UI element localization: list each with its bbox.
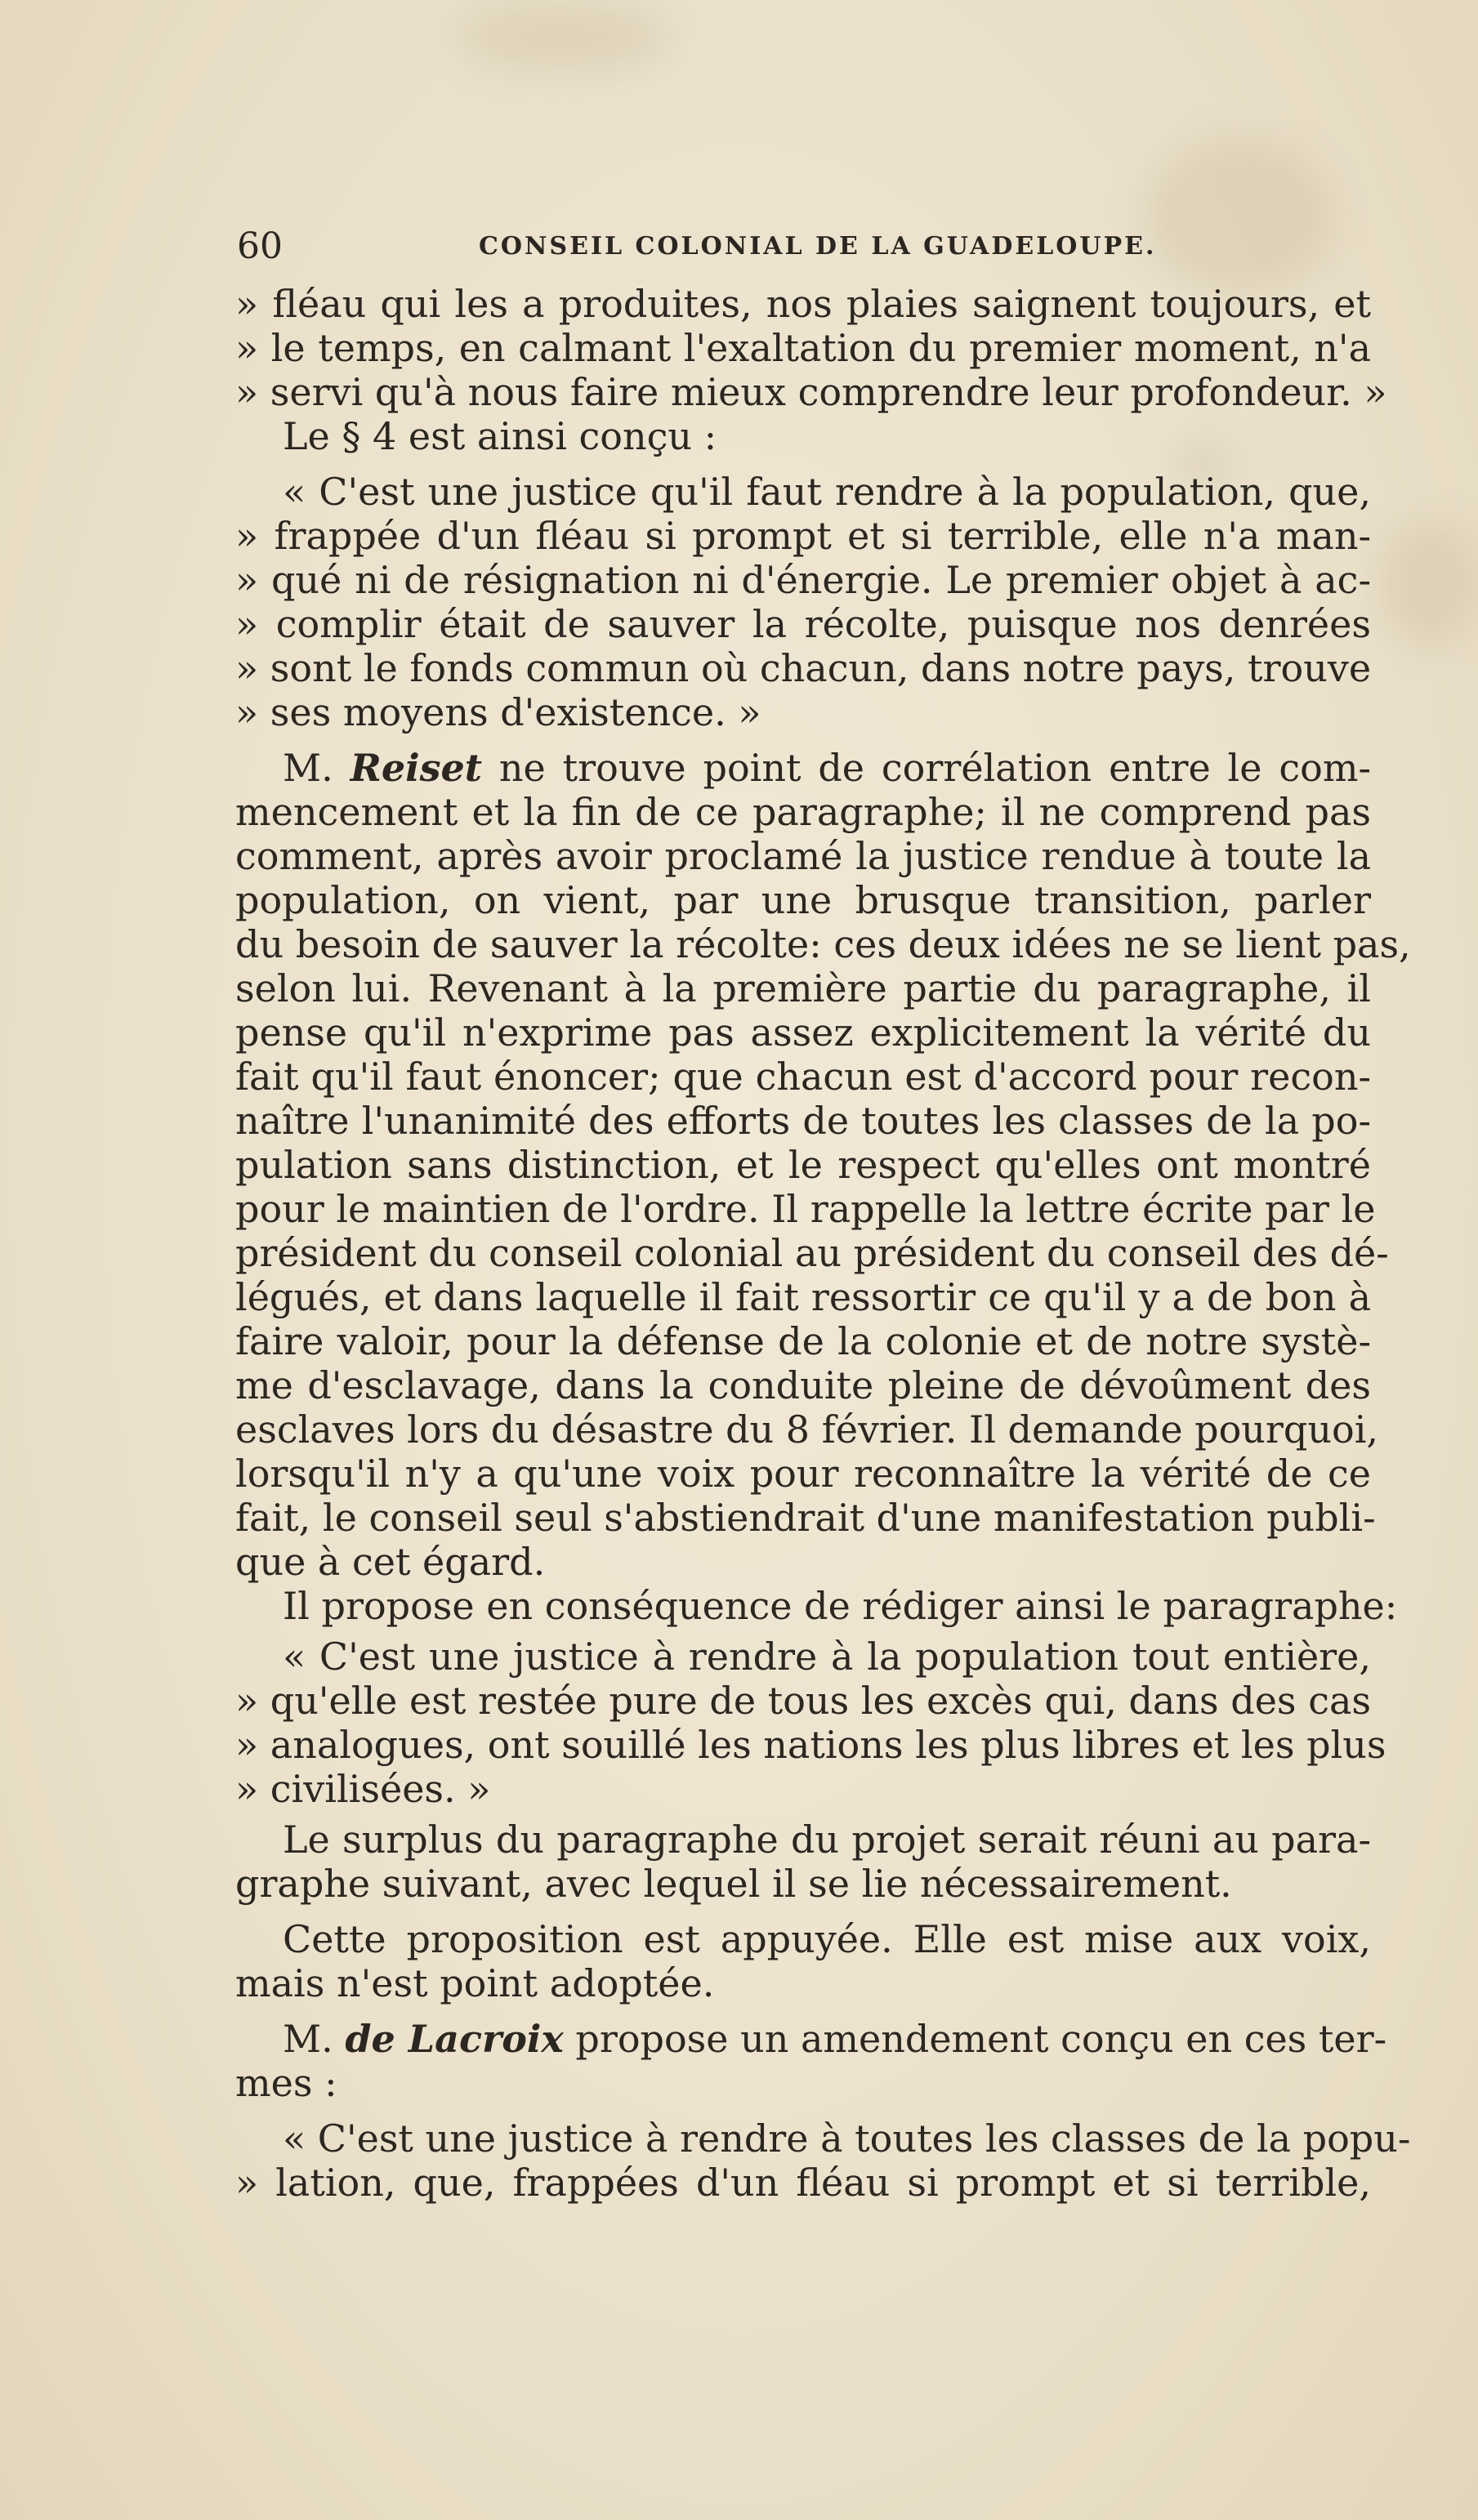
text-line: « C'est une justice à rendre à toutes les classes de la popu- (283, 2116, 1411, 2161)
text-line (235, 746, 1371, 790)
text-line: pour le maintien de l'ordre. Il rappelle la lettre écrite par le (235, 1187, 1376, 1231)
text-line: » qué ni de résignation ni d'énergie. Le premier objet à ac- (235, 558, 1371, 602)
text-line: selon lui. Revenant à la première partie du paragraphe, il (235, 966, 1371, 1010)
text-line: président du conseil colonial au président du conseil des dé- (235, 1231, 1389, 1275)
speaker-name: Reiset (350, 746, 482, 790)
text-line: naître l'unanimité des efforts de toutes les classes de la po- (235, 1099, 1371, 1143)
text-line: « C'est une justice à rendre à la population tout entière, (283, 1635, 1371, 1679)
text-line: du besoin de sauver la récolte: ces deux idées ne se lient pas, (235, 922, 1411, 966)
text-line: » ses moyens d'existence. » (235, 690, 761, 734)
text-line: » le temps, en calmant l'exaltation du premier moment, n'a (235, 326, 1371, 370)
text-line: mais n'est point adoptée. (235, 1961, 715, 2005)
text-line: graphe suivant, avec lequel il se lie nécessairement. (235, 1862, 1232, 1906)
text-line (235, 2017, 1387, 2061)
text-line: que à cet égard. (235, 1540, 546, 1584)
page-number: 60 (237, 225, 283, 267)
text-line: fait, le conseil seul s'abstiendrait d'une manifestation publi- (235, 1496, 1376, 1540)
text-line: Le surplus du paragraphe du projet serait réuni au para- (283, 1818, 1371, 1862)
text-line: pense qu'il n'exprime pas assez explicitement la vérité du (235, 1010, 1371, 1055)
page-header (237, 222, 1299, 271)
text-line: faire valoir, pour la défense de la colonie et de notre systè- (235, 1319, 1371, 1363)
text-line: population, on vient, par une brusque transition, parler (235, 878, 1371, 922)
text-line: comment, après avoir proclamé la justice rendue à toute la (235, 834, 1371, 878)
text-segment: M. (283, 2017, 346, 2061)
text-line: » qu'elle est restée pure de tous les excès qui, dans des cas (235, 1679, 1371, 1723)
text-line: Cette proposition est appuyée. Elle est mise aux voix, (283, 1917, 1371, 1961)
body-text (235, 282, 1411, 2205)
page-stain (1381, 523, 1478, 645)
text-line: » sont le fonds commun où chacun, dans notre pays, trouve (235, 646, 1372, 690)
text-line: me d'esclavage, dans la conduite pleine de dévoûment des (235, 1363, 1371, 1407)
text-line: » lation, que, frappées d'un fléau si prompt et si terrible, (235, 2161, 1371, 2205)
running-title: CONSEIL COLONIAL DE LA GUADELOUPE. (479, 232, 1157, 261)
speaker-name: de Lacroix (345, 2017, 564, 2061)
text-line: pulation sans distinction, et le respect qu'elles ont montré (235, 1143, 1371, 1187)
text-line: » servi qu'à nous faire mieux comprendre leur profondeur. » (235, 370, 1387, 414)
text-line: lorsqu'il n'y a qu'une voix pour reconnaître la vérité de ce (235, 1452, 1371, 1496)
text-line: « C'est une justice qu'il faut rendre à la population, que, (283, 470, 1371, 514)
text-line: » frappée d'un fléau si prompt et si terrible, elle n'a man- (235, 514, 1371, 558)
text-line: fait qu'il faut énoncer; que chacun est d'accord pour recon- (235, 1055, 1371, 1099)
text-segment: ne trouve point de corrélation entre le com- (482, 746, 1371, 790)
page-stain (458, 0, 670, 74)
text-line: légués, et dans laquelle il fait ressortir ce qu'il y a de bon à (235, 1275, 1371, 1319)
text-line: » analogues, ont souillé les nations les plus libres et les plus (235, 1723, 1386, 1767)
text-segment: propose un amendement conçu en ces ter- (563, 2017, 1387, 2061)
text-line: » complir était de sauver la récolte, puisque nos denrées (235, 602, 1371, 646)
text-line: » civilisées. » (235, 1767, 491, 1811)
text-line: mencement et la fin de ce paragraphe; il ne comprend pas (235, 790, 1371, 834)
text-line: Il propose en conséquence de rédiger ainsi le paragraphe: (283, 1584, 1398, 1628)
text-line: mes : (235, 2061, 337, 2105)
text-line: » fléau qui les a produites, nos plaies saignent toujours, et (235, 282, 1371, 326)
text-line: esclaves lors du désastre du 8 février. Il demande pourquoi, (235, 1407, 1379, 1452)
text-segment: M. (283, 746, 351, 790)
text-line: Le § 4 est ainsi conçu : (283, 414, 717, 458)
